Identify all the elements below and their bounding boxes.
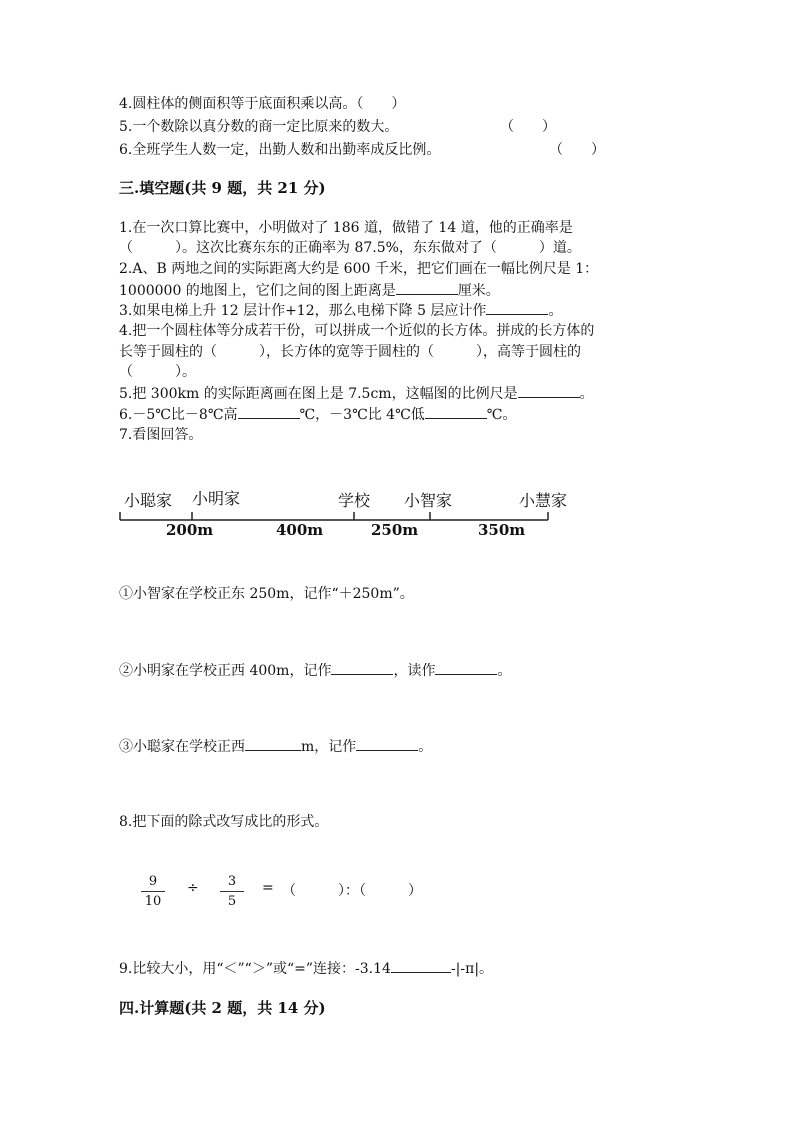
fraction-nine-tenths <box>141 874 165 909</box>
fill-q7-sub2-text-c: 。 <box>497 663 512 679</box>
fraction-three-fifths <box>220 874 244 909</box>
answer-blank[interactable] <box>238 404 300 419</box>
fill-q9-text-pre: 9.比较大小，用“＜”“＞”或“=”连接：-3.14 <box>119 961 391 977</box>
ratio-answer-parens: （ ）：（ ） <box>282 883 422 899</box>
answer-blank[interactable] <box>435 660 497 675</box>
equals-sign: = <box>262 880 274 896</box>
fill-q6 <box>119 404 516 425</box>
fraction-numerator: 3 <box>227 874 237 889</box>
fill-q5-text-pre: 5.把 300km 的实际距离画在图上是 7.5cm，这幅图的比例尺是 <box>119 386 518 402</box>
distance-label: 250m <box>371 521 419 539</box>
judge-q6-answer-paren: （ ） <box>549 142 605 158</box>
answer-blank[interactable] <box>331 660 393 675</box>
fill-q7-sub3 <box>119 736 432 757</box>
fill-q9 <box>119 958 493 979</box>
fill-q4-line1: 4.把一个圆柱体等分成若干份，可以拼成一个近似的长方体。拼成的长方体的 <box>119 323 595 339</box>
fill-q7-sub1: ①小智家在学校正东 250m，记作“＋250m”。 <box>119 586 414 602</box>
answer-blank[interactable] <box>245 736 301 751</box>
judge-q6: 6.全班学生人数一定，出勤人数和出勤率成反比例。 <box>119 142 441 158</box>
fill-q4-line2: 长等于圆柱的（ ），长方体的宽等于圆柱的（ ），高等于圆柱的 <box>119 344 581 360</box>
fill-q7-sub3-text-b: m，记作 <box>301 739 357 755</box>
distance-label: 200m <box>166 521 214 539</box>
fill-q1-line1: 1.在一次口算比赛中，小明做对了 186 道，做错了 14 道，他的正确率是 <box>119 220 573 236</box>
fill-q5-text-post: 。 <box>579 386 594 402</box>
fill-q3-text-post: 。 <box>548 303 563 319</box>
fill-q7-sub3-text-a: ③小聪家在学校正西 <box>119 739 245 755</box>
fraction-denominator: 5 <box>227 894 237 909</box>
fraction-bar <box>220 891 244 892</box>
place-label-school: 学校 <box>338 491 371 510</box>
place-label-xiaocong: 小聪家 <box>124 491 173 510</box>
answer-blank[interactable] <box>425 404 487 419</box>
fill-q2-line1: 2.A、B 两地之间的实际距离大约是 600 千米，把它们画在一幅比例尺是 1： <box>119 261 599 277</box>
answer-blank[interactable] <box>391 958 451 973</box>
answer-blank[interactable] <box>518 383 580 398</box>
fill-q1-line2: （ ）。这次比赛东东的正确率为 87.5%，东东做对了（ ）道。 <box>119 240 581 256</box>
fill-q7-sub2-text-b: ，读作 <box>393 663 436 679</box>
fill-q3-text-pre: 3.如果电梯上升 12 层计作+12，那么电梯下降 5 层应计作 <box>119 303 487 319</box>
fill-q7-sub3-text-c: 。 <box>418 739 433 755</box>
judge-q5: 5.一个数除以真分数的商一定比原来的数大。 <box>119 119 399 135</box>
fill-q7-sub2 <box>119 660 511 681</box>
fraction-denominator: 10 <box>144 894 162 909</box>
place-label-xiaohui: 小慧家 <box>519 491 568 510</box>
fill-q7: 7.看图回答。 <box>119 427 203 443</box>
section-4-heading: 四.计算题(共 2 题，共 14 分) <box>119 999 326 1017</box>
answer-blank[interactable] <box>486 300 548 315</box>
division-sign: ÷ <box>187 880 199 896</box>
fill-q2-text-post: 厘米。 <box>457 283 500 299</box>
fill-q2-text-pre: 1000000 的地图上，它们之间的图上距离是 <box>119 283 396 299</box>
fill-q7-sub2-text-a: ②小明家在学校正西 400m，记作 <box>119 663 332 679</box>
distance-label: 400m <box>276 521 324 539</box>
fill-q8: 8.把下面的除式改写成比的形式。 <box>119 814 329 830</box>
answer-blank[interactable] <box>356 736 418 751</box>
judge-q4: 4.圆柱体的侧面积等于底面积乘以高。（ ） <box>119 96 406 112</box>
fill-q6-text-b: ℃，－3℃比 4℃低 <box>299 407 425 423</box>
place-label-xiaoming: 小明家 <box>192 489 241 508</box>
fill-q6-text-a: 6.－5℃比－8℃高 <box>119 407 238 423</box>
fraction-bar <box>141 891 165 892</box>
fill-q5 <box>119 383 594 404</box>
section-3-heading: 三.填空题(共 9 题，共 21 分) <box>119 179 326 197</box>
fill-q6-text-c: ℃。 <box>486 407 517 423</box>
fill-q4-line3: （ ）。 <box>119 364 196 380</box>
answer-blank[interactable] <box>396 280 458 295</box>
fill-q9-text-post: -|-π|。 <box>450 961 494 977</box>
distance-label: 350m <box>478 521 526 539</box>
fill-q2-line2 <box>119 280 500 301</box>
fraction-numerator: 9 <box>148 874 158 889</box>
fill-q3 <box>119 300 562 321</box>
place-label-xiaozhi: 小智家 <box>404 491 453 510</box>
judge-q5-answer-paren: （ ） <box>500 119 556 135</box>
